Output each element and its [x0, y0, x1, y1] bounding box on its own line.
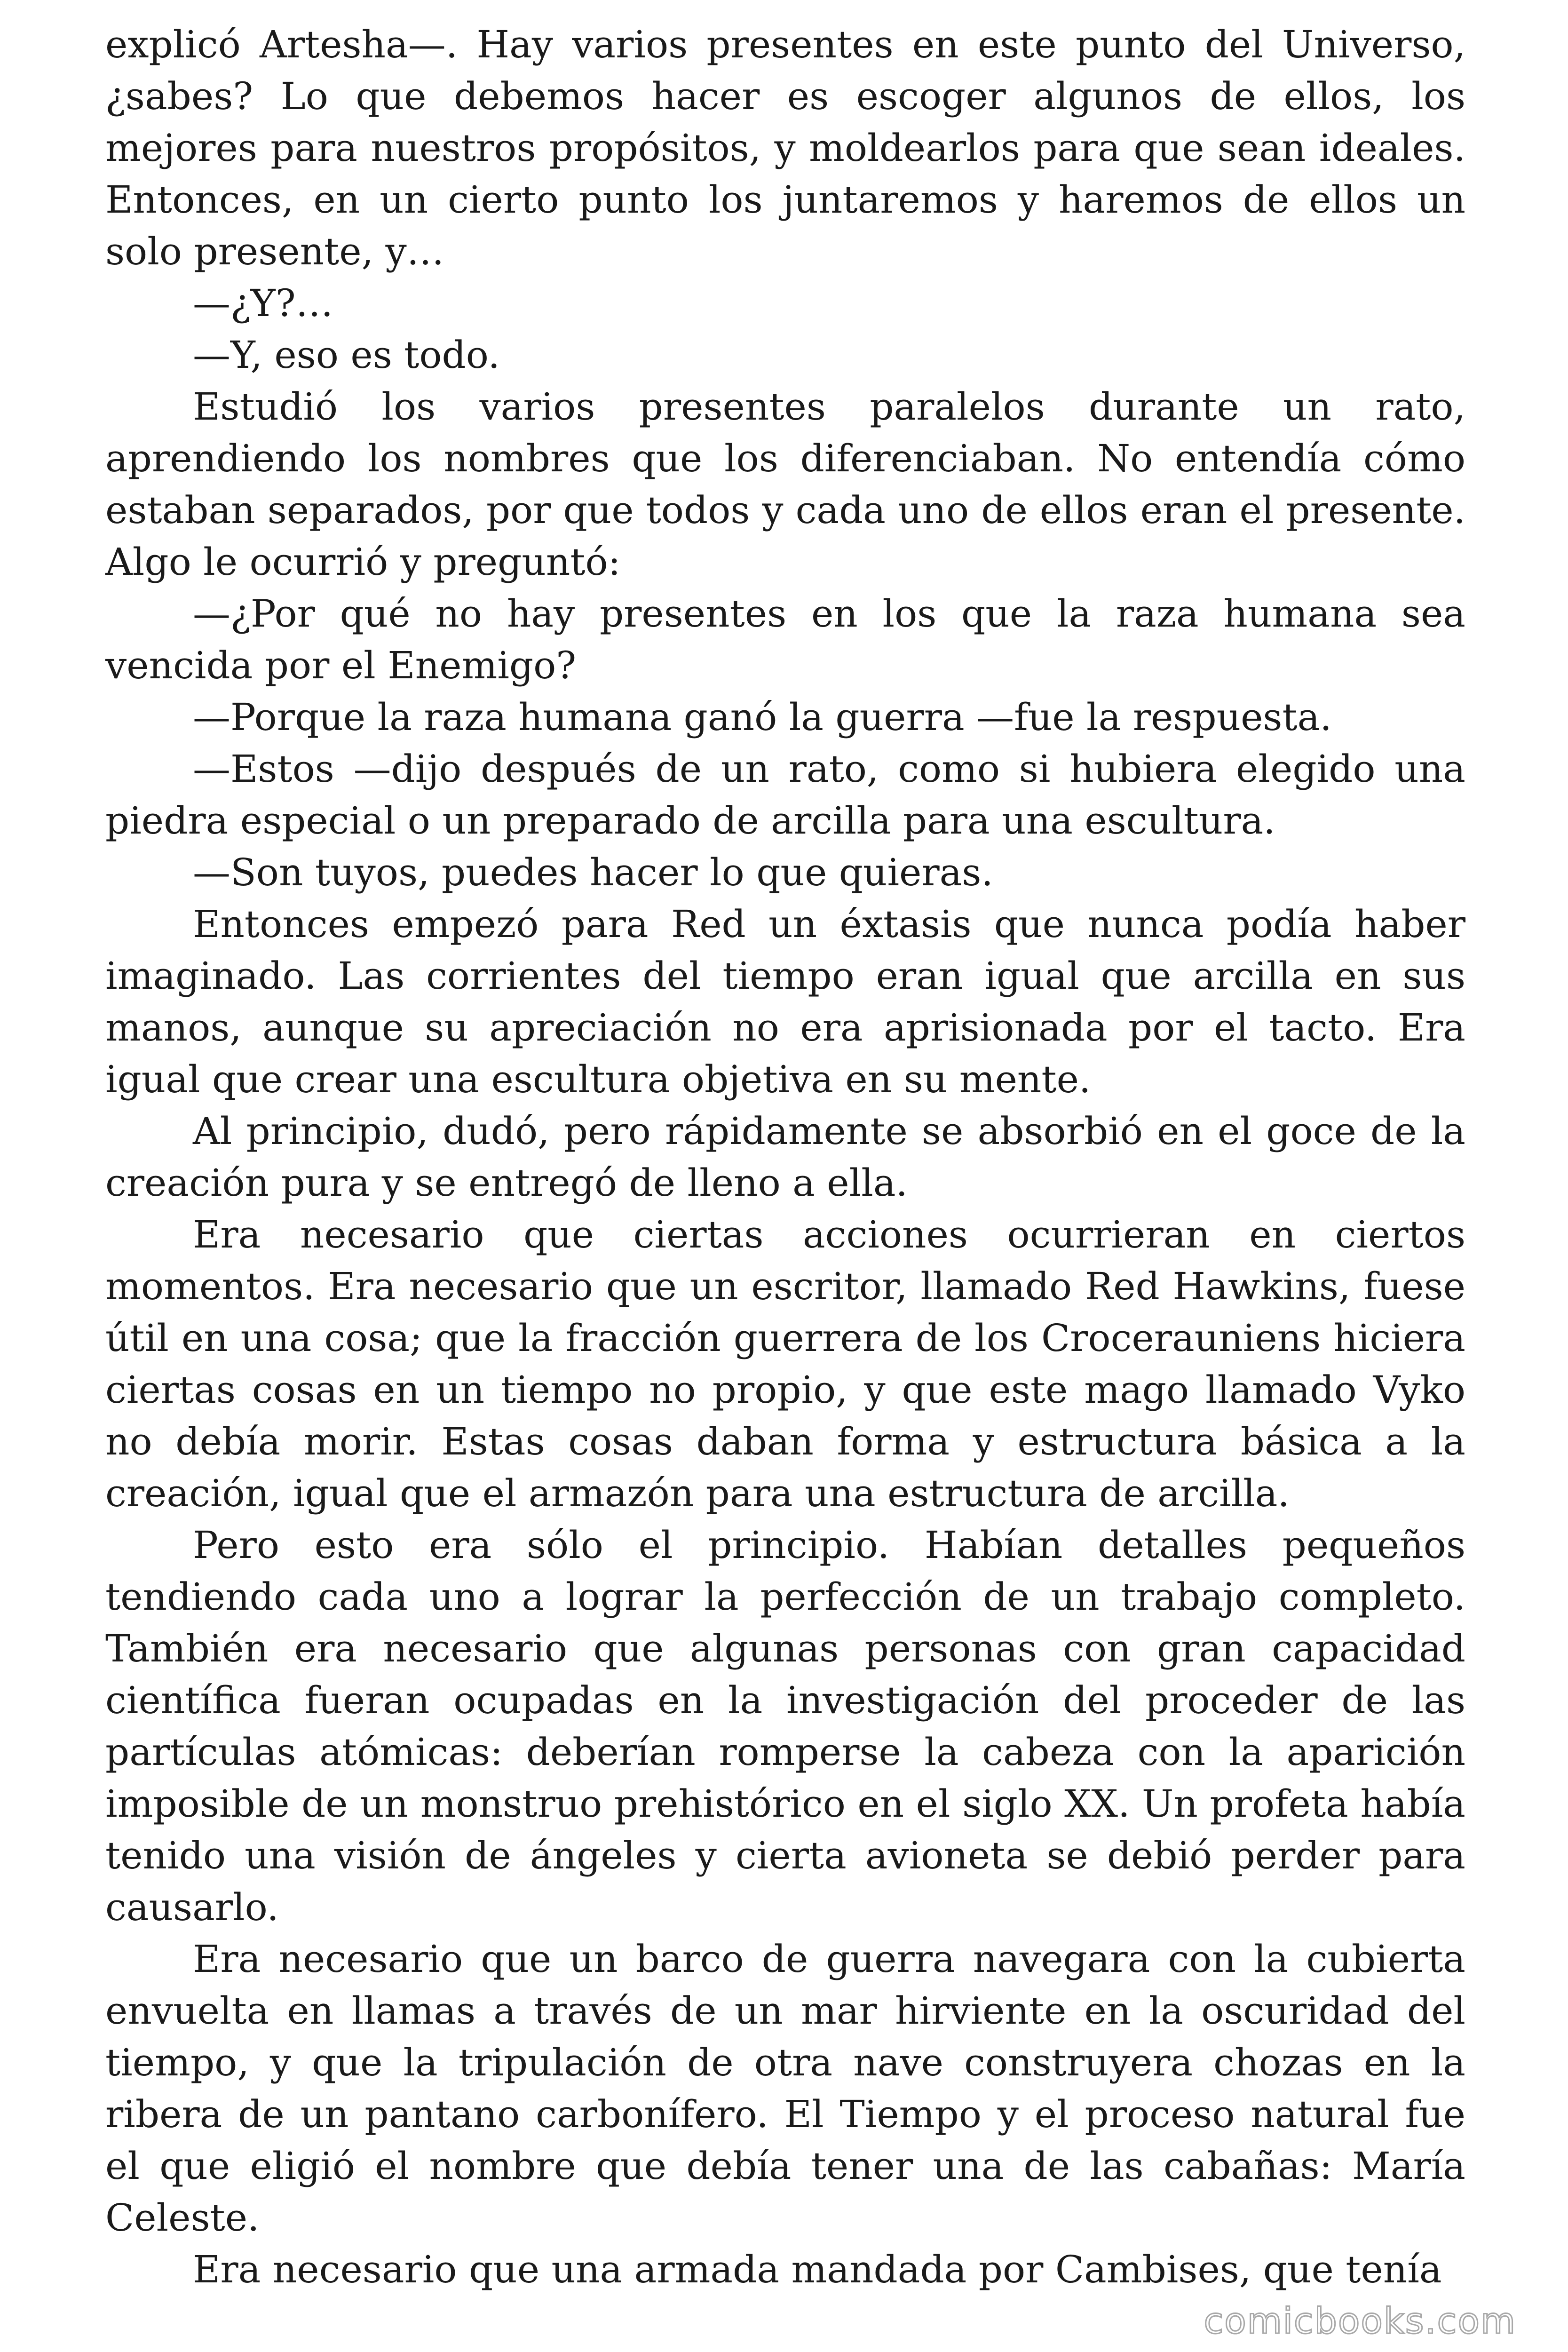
paragraph-11: Era necesario que ciertas acciones ocurrieran en ciertos momentos. Era necesario que un escritor, llamado Red Hawkins, fuese útil en una cosa; que la fracción guerrera de los Crocerauniens hiciera ciertas cosas en un tiempo no propio, y que este mago llamado Vyko no debía morir. Estas cosas daban forma y estructura básica a la creación, igual que el armazón para una estructura de arcilla.: [105, 1213, 1465, 1515]
paragraph-6: —Porque la raza humana ganó la guerra —fue la respuesta.: [193, 695, 1332, 739]
paragraph-2: —¿Y?…: [193, 281, 333, 325]
paragraph-8: —Son tuyos, puedes hacer lo que quieras.: [193, 850, 993, 894]
paragraph-10: Al principio, dudó, pero rápidamente se absorbió en el goce de la creación pura y se entregó de lleno a ella.: [105, 1109, 1465, 1205]
paragraph-4: Estudió los varios presentes paralelos durante un rato, aprendiendo los nombres que los diferenciaban. No entendía cómo estaban separados, por que todos y cada uno de ellos eran el presente. Algo le ocurrió y preguntó:: [105, 385, 1465, 584]
paragraph-14: Era necesario que una armada mandada por Cambises, que tenía: [193, 2248, 1442, 2291]
paragraph-13: Era necesario que un barco de guerra navegara con la cubierta envuelta en llamas a través de un mar hirviente en la oscuridad del tiempo, y que la tripulación de otra nave construyera chozas en la ribera de un pantano carbonífero. El Tiempo y el proceso natural fue el que eligió el nombre que debía tener una de las cabañas: María Celeste.: [105, 1937, 1465, 2240]
paragraph-5: —¿Por qué no hay presentes en los que la raza humana sea vencida por el Enemigo?: [105, 592, 1465, 687]
paragraph-7: —Estos —dijo después de un rato, como si hubiera elegido una piedra especial o un preparado de arcilla para una escultura.: [105, 747, 1465, 842]
paragraph-1: explicó Artesha—. Hay varios presentes en este punto del Universo, ¿sabes? Lo que debemos hacer es escoger algunos de ellos, los mejores para nuestros propósitos, y moldearlos para que sean ideales. Entonces, en un cierto punto los juntaremos y haremos de ellos un solo presente, y…: [105, 23, 1465, 273]
book-page-text: [105, 19, 1465, 2296]
paragraph-3: —Y, eso es todo.: [193, 333, 500, 377]
paragraph-12: Pero esto era sólo el principio. Habían detalles pequeños tendiendo cada uno a lograr la perfección de un trabajo completo. También era necesario que algunas personas con gran capacidad científica fueran ocupadas en la investigación del proceder de las partículas atómicas: deberían romperse la cabeza con la aparición imposible de un monstruo prehistórico en el siglo XX. Un profeta había tenido una visión de ángeles y cierta avioneta se debió perder para causarlo.: [105, 1523, 1465, 1929]
watermark-logo: comicbooks.com: [1204, 2300, 1516, 2342]
paragraph-9: Entonces empezó para Red un éxtasis que nunca podía haber imaginado. Las corrientes del tiempo eran igual que arcilla en sus manos, aunque su apreciación no era aprisionada por el tacto. Era igual que crear una escultura objetiva en su mente.: [105, 902, 1465, 1101]
